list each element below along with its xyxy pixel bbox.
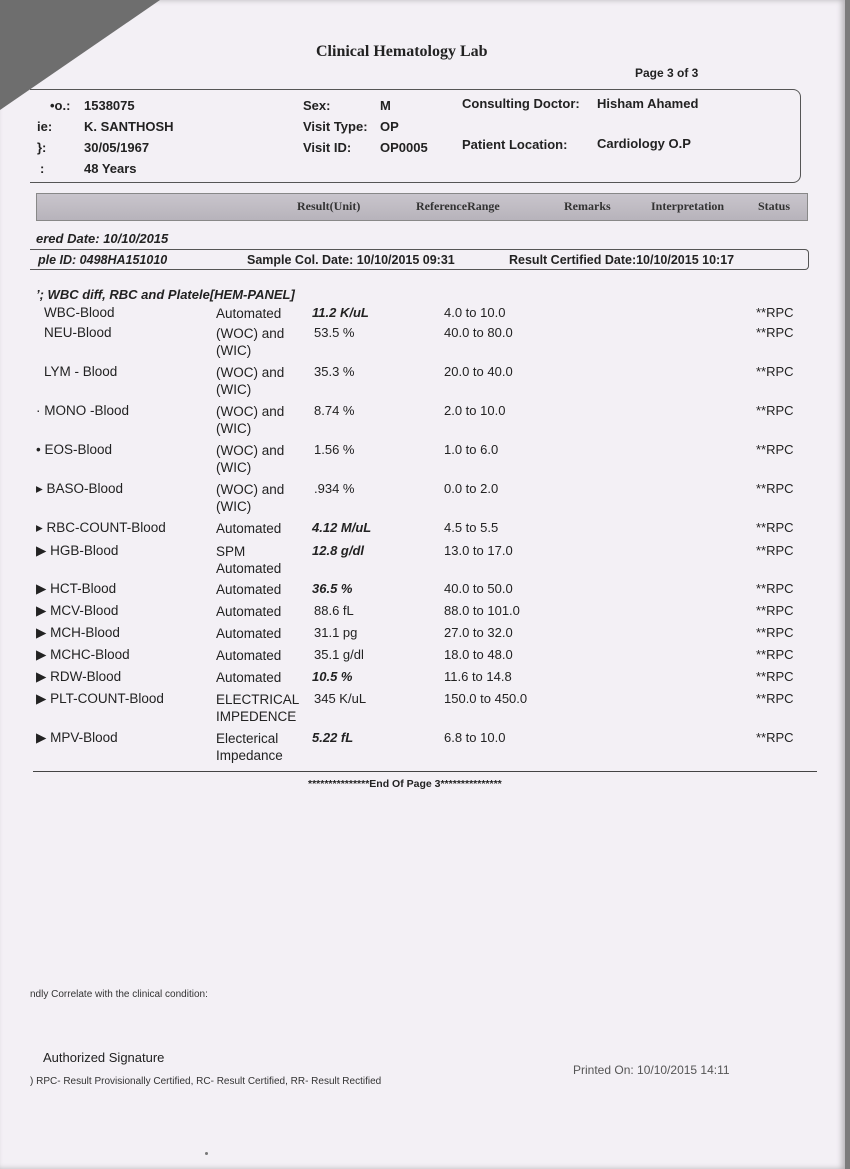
patient-age-value: 48 Years bbox=[84, 161, 137, 176]
test-status: **RPC bbox=[756, 481, 794, 496]
consulting-doctor-label: Consulting Doctor: bbox=[462, 96, 580, 111]
test-method: (WOC) and (WIC) bbox=[216, 443, 285, 475]
test-name: ▶ HGB-Blood bbox=[36, 543, 119, 558]
sex-value: M bbox=[380, 98, 391, 113]
test-name: ▶ MCHC-Blood bbox=[36, 647, 130, 662]
test-reference-range: 150.0 to 450.0 bbox=[444, 691, 528, 706]
test-reference-range: 2.0 to 10.0 bbox=[444, 403, 506, 418]
patient-location-label: Patient Location: bbox=[462, 137, 568, 152]
end-divider bbox=[33, 771, 817, 772]
patient-age-label: : bbox=[40, 161, 45, 176]
test-result: 5.22 fL bbox=[312, 730, 354, 745]
test-name: WBC-Blood bbox=[44, 305, 115, 320]
printed-on: Printed On: 10/10/2015 14:11 bbox=[573, 1063, 730, 1077]
test-status: **RPC bbox=[756, 325, 794, 340]
test-reference-range: 0.0 to 2.0 bbox=[444, 481, 499, 496]
test-result: .934 % bbox=[314, 481, 355, 496]
test-reference-range: 18.0 to 48.0 bbox=[444, 647, 513, 662]
test-name: ▶ RDW-Blood bbox=[36, 669, 122, 684]
test-status: **RPC bbox=[756, 581, 794, 596]
test-result: 10.5 % bbox=[312, 669, 353, 684]
test-method: Automated bbox=[216, 648, 282, 663]
end-of-page: ***************End Of Page 3*************** bbox=[308, 778, 502, 790]
test-name: ▶ HCT-Blood bbox=[36, 581, 117, 596]
patient-name-value: K. SANTHOSH bbox=[84, 119, 174, 134]
test-reference-range: 6.8 to 10.0 bbox=[444, 730, 506, 745]
test-method: Automated bbox=[216, 604, 282, 619]
consulting-doctor-value: Hisham Ahamed bbox=[597, 96, 699, 111]
test-status: **RPC bbox=[756, 543, 794, 558]
test-method: Automated bbox=[216, 670, 282, 685]
patient-dob-value: 30/05/1967 bbox=[84, 140, 150, 155]
test-name: • EOS-Blood bbox=[36, 442, 113, 457]
test-method: ELECTRICAL IMPEDENCE bbox=[216, 692, 300, 724]
page-number: Page 3 of 3 bbox=[635, 66, 699, 80]
col-interpretation: Interpretation bbox=[651, 199, 725, 213]
test-reference-range: 13.0 to 17.0 bbox=[444, 543, 513, 558]
test-result: 4.12 M/uL bbox=[312, 520, 372, 535]
test-status: **RPC bbox=[756, 669, 794, 684]
visit-type-label: Visit Type: bbox=[303, 119, 368, 134]
test-name: ▶ MCH-Blood bbox=[36, 625, 120, 640]
test-method: Automated bbox=[216, 626, 282, 641]
result-certified-date: Result Certified Date:10/10/2015 10:17 bbox=[509, 253, 735, 267]
correlate-note: ndly Correlate with the clinical condition: bbox=[30, 989, 208, 1000]
test-name: ▶ MCV-Blood bbox=[36, 603, 119, 618]
test-method: SPM Automated bbox=[216, 544, 282, 576]
test-method: Automated bbox=[216, 306, 282, 321]
test-method: Automated bbox=[216, 521, 282, 536]
sample-id: ple ID: 0498HA151010 bbox=[38, 253, 168, 267]
test-reference-range: 4.5 to 5.5 bbox=[444, 520, 499, 535]
test-reference-range: 88.0 to 101.0 bbox=[444, 603, 520, 618]
test-name: ▶ MPV-Blood bbox=[36, 730, 118, 745]
test-reference-range: 4.0 to 10.0 bbox=[444, 305, 506, 320]
patient-dob-label: }: bbox=[37, 140, 47, 155]
test-name: LYM - Blood bbox=[44, 364, 118, 379]
lab-title: Clinical Hematology Lab bbox=[316, 43, 488, 60]
status-legend: ) RPC- Result Provisionally Certified, RC- Result Certified, RR- Result Rectified bbox=[30, 1076, 382, 1087]
visit-type-value: OP bbox=[380, 119, 399, 134]
sample-col-date: Sample Col. Date: 10/10/2015 09:31 bbox=[247, 253, 455, 267]
test-name: · MONO -Blood bbox=[36, 403, 130, 418]
test-name: NEU-Blood bbox=[44, 325, 112, 340]
test-status: **RPC bbox=[756, 730, 794, 745]
test-reference-range: 40.0 to 50.0 bbox=[444, 581, 513, 596]
test-result: 345 K/uL bbox=[314, 691, 367, 706]
test-method: (WOC) and (WIC) bbox=[216, 482, 285, 514]
test-status: **RPC bbox=[756, 520, 794, 535]
test-status: **RPC bbox=[756, 403, 794, 418]
test-result: 53.5 % bbox=[314, 325, 355, 340]
test-name: ▸ BASO-Blood bbox=[36, 481, 124, 496]
test-method: (WOC) and (WIC) bbox=[216, 326, 285, 358]
patient-location-value: Cardiology O.P bbox=[597, 136, 691, 151]
test-method: Automated bbox=[216, 582, 282, 597]
panel-title: ’; WBC diff, RBC and Platele[HEM-PANEL] bbox=[36, 287, 295, 302]
test-status: **RPC bbox=[756, 647, 794, 662]
test-result: 31.1 pg bbox=[314, 625, 358, 640]
visit-id-label: Visit ID: bbox=[303, 140, 352, 155]
test-status: **RPC bbox=[756, 691, 794, 706]
visit-id-value: OP0005 bbox=[380, 140, 428, 155]
ordered-date: ered Date: 10/10/2015 bbox=[36, 231, 169, 246]
test-reference-range: 20.0 to 40.0 bbox=[444, 364, 513, 379]
col-remarks: Remarks bbox=[564, 199, 611, 213]
test-status: **RPC bbox=[756, 442, 794, 457]
test-status: **RPC bbox=[756, 603, 794, 618]
test-reference-range: 27.0 to 32.0 bbox=[444, 625, 513, 640]
test-reference-range: 40.0 to 80.0 bbox=[444, 325, 513, 340]
test-result: 35.1 g/dl bbox=[314, 647, 364, 662]
test-result: 8.74 % bbox=[314, 403, 355, 418]
test-status: **RPC bbox=[756, 305, 794, 320]
test-method: (WOC) and (WIC) bbox=[216, 404, 285, 436]
test-name: ▸ RBC-COUNT-Blood bbox=[36, 520, 166, 535]
test-status: **RPC bbox=[756, 364, 794, 379]
test-result: 35.3 % bbox=[314, 364, 355, 379]
col-result: Result(Unit) bbox=[297, 199, 361, 213]
test-result: 12.8 g/dl bbox=[312, 543, 365, 558]
test-result: 88.6 fL bbox=[314, 603, 354, 618]
test-method: (WOC) and (WIC) bbox=[216, 365, 285, 397]
patient-no-label: •o.: bbox=[50, 98, 71, 113]
test-status: **RPC bbox=[756, 625, 794, 640]
test-name: ▶ PLT-COUNT-Blood bbox=[36, 691, 164, 706]
sex-label: Sex: bbox=[303, 98, 331, 113]
test-result: 36.5 % bbox=[312, 581, 353, 596]
test-result: 1.56 % bbox=[314, 442, 355, 457]
authorized-signature: Authorized Signature bbox=[43, 1050, 165, 1065]
test-method: Electerical Impedance bbox=[216, 731, 283, 763]
test-reference-range: 1.0 to 6.0 bbox=[444, 442, 499, 457]
patient-name-label: ie: bbox=[37, 119, 53, 134]
col-status: Status bbox=[758, 199, 791, 213]
speck bbox=[205, 1152, 208, 1155]
test-result: 11.2 K/uL bbox=[312, 305, 369, 320]
test-reference-range: 11.6 to 14.8 bbox=[444, 669, 512, 684]
col-reference: ReferenceRange bbox=[416, 199, 500, 213]
patient-no-value: 1538075 bbox=[84, 98, 135, 113]
